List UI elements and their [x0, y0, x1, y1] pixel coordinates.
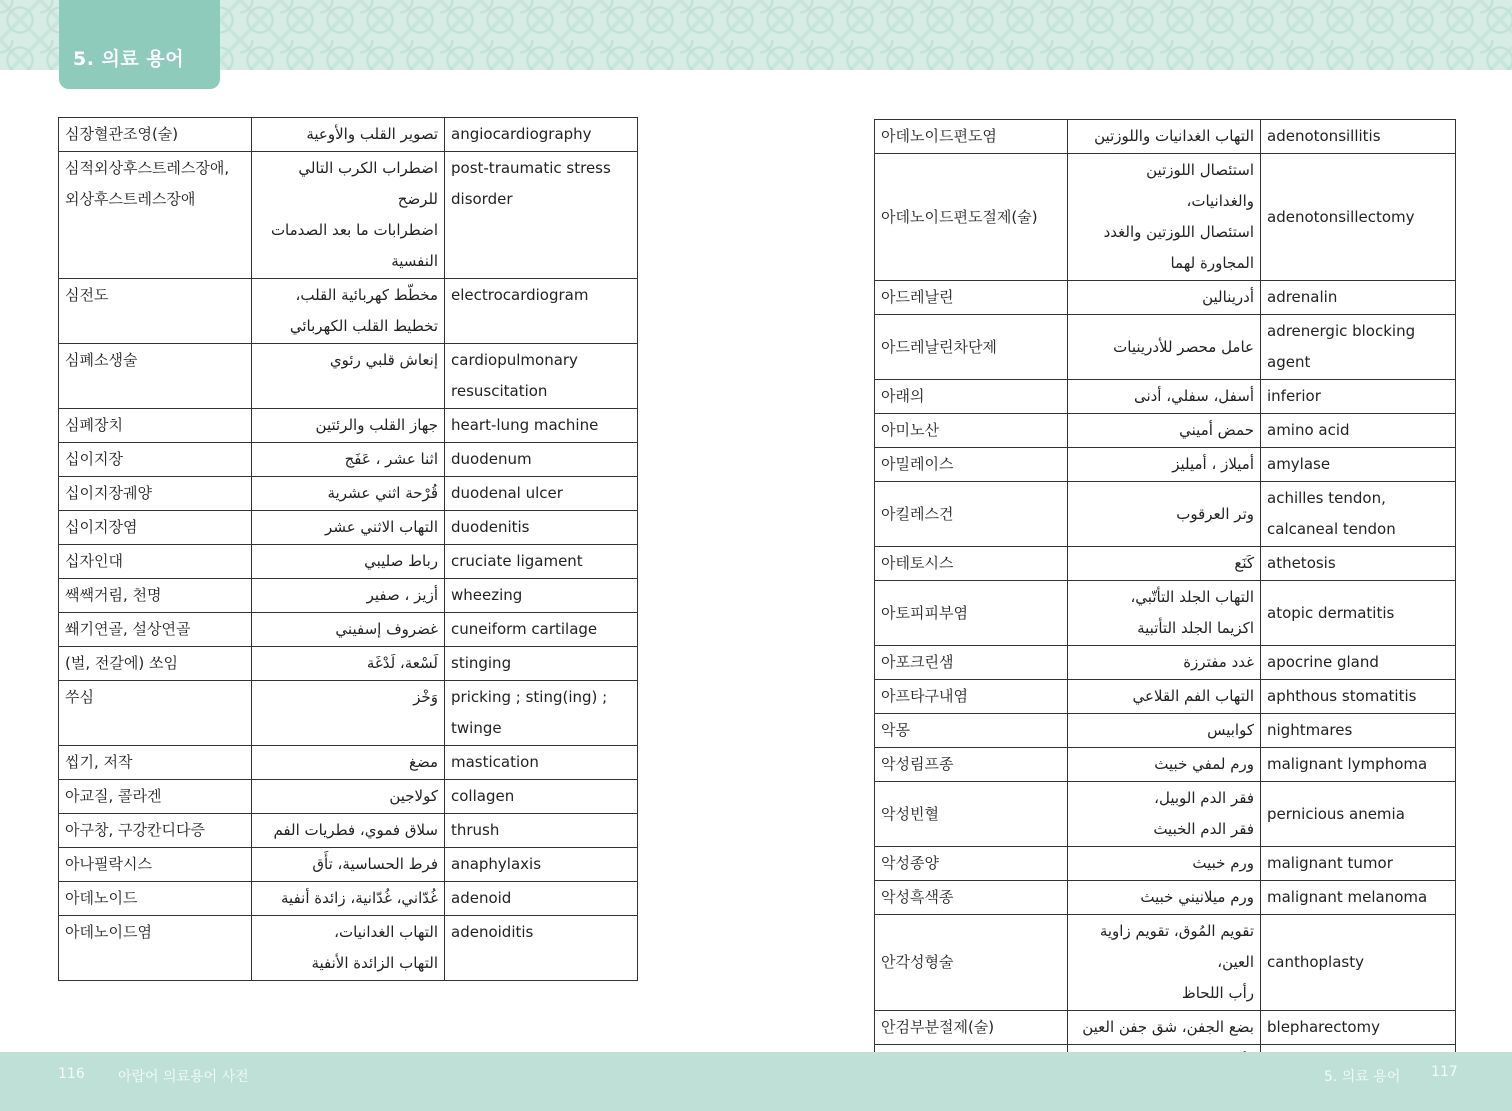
korean-term-line: 십이지장염	[65, 518, 138, 536]
english-term-line: blepharectomy	[1267, 1018, 1380, 1036]
arabic-term-line: التهاب الفم القلاعي	[1132, 687, 1254, 705]
term-row	[875, 748, 1456, 782]
arabic-term-line: التهاب الجلد التأتّبي،	[1130, 588, 1254, 606]
english-term-line: adrenalin	[1267, 288, 1338, 306]
english-term-line: adenotonsillitis	[1267, 127, 1381, 145]
english-term-cell	[1261, 646, 1456, 680]
term-row	[59, 443, 638, 477]
english-term-line: mastication	[451, 753, 539, 771]
term-row	[59, 118, 638, 152]
english-term-line: duodenitis	[451, 518, 530, 536]
korean-term-cell	[875, 581, 1068, 646]
korean-term-line: 쑤심	[65, 688, 94, 706]
english-term-cell	[1261, 154, 1456, 281]
english-term-line: duodenal ulcer	[451, 484, 563, 502]
korean-term-cell	[59, 579, 252, 613]
english-term-cell	[445, 279, 638, 344]
arabic-term-cell	[252, 279, 445, 344]
term-row	[875, 380, 1456, 414]
korean-term-cell	[875, 154, 1068, 281]
korean-term-cell	[59, 545, 252, 579]
arabic-term-cell	[1068, 120, 1261, 154]
korean-term-cell	[59, 279, 252, 344]
korean-term-cell	[875, 782, 1068, 847]
term-row	[59, 746, 638, 780]
term-row	[59, 814, 638, 848]
korean-term-cell	[59, 882, 252, 916]
korean-term-cell	[875, 547, 1068, 581]
english-term-cell	[1261, 847, 1456, 881]
arabic-term-line: تقويم المُوق، تقويم زاوية العين،	[1099, 922, 1254, 971]
term-row	[59, 511, 638, 545]
korean-term-cell	[59, 443, 252, 477]
korean-term-cell	[875, 646, 1068, 680]
term-row	[875, 881, 1456, 915]
arabic-term-cell	[252, 579, 445, 613]
right-terms-table	[874, 119, 1456, 1079]
korean-term-cell	[59, 511, 252, 545]
arabic-term-cell	[252, 882, 445, 916]
arabic-term-line: وَخْز	[413, 688, 438, 706]
term-row	[59, 882, 638, 916]
term-row	[875, 646, 1456, 680]
arabic-term-line: جهاز القلب والرئتين	[315, 416, 438, 434]
english-term-cell	[445, 613, 638, 647]
arabic-term-cell	[252, 681, 445, 746]
arabic-term-cell	[252, 780, 445, 814]
english-term-cell	[1261, 748, 1456, 782]
english-term-line: disorder	[451, 190, 513, 208]
english-term-cell	[445, 511, 638, 545]
term-row	[59, 780, 638, 814]
english-term-cell	[1261, 782, 1456, 847]
arabic-term-line: رباط صليبي	[364, 552, 438, 570]
arabic-term-cell	[252, 477, 445, 511]
arabic-term-cell	[1068, 1011, 1261, 1045]
arabic-term-cell	[1068, 380, 1261, 414]
korean-term-cell	[875, 482, 1068, 547]
english-term-line: canthoplasty	[1267, 953, 1364, 971]
english-term-line: nightmares	[1267, 721, 1353, 739]
chapter-tab	[59, 0, 220, 89]
korean-term-cell	[875, 915, 1068, 1011]
term-row	[875, 414, 1456, 448]
korean-term-cell	[875, 1011, 1068, 1045]
english-term-line: heart-lung machine	[451, 416, 599, 434]
arabic-term-line: غدد مفترزة	[1183, 653, 1254, 671]
arabic-term-cell	[1068, 680, 1261, 714]
english-term-cell	[445, 848, 638, 882]
korean-term-line: 악성흑색종	[881, 888, 954, 906]
term-row	[875, 782, 1456, 847]
arabic-term-line: اكزيما الجلد التأتبية	[1137, 619, 1254, 637]
korean-term-line: 십이지장	[65, 450, 123, 468]
korean-term-line: 안검부분절제(술)	[881, 1018, 995, 1036]
korean-term-line: 씹기, 저작	[65, 753, 133, 771]
left-page-number: 116	[58, 1066, 85, 1082]
term-row	[875, 315, 1456, 380]
arabic-term-line: مضغ	[408, 753, 438, 771]
term-row	[875, 680, 1456, 714]
english-term-cell	[1261, 380, 1456, 414]
term-row	[875, 154, 1456, 281]
korean-term-cell	[59, 814, 252, 848]
arabic-term-line: التهاب الغدانيات واللوزتين	[1094, 127, 1254, 145]
arabic-term-line: رأب اللحاظ	[1181, 984, 1254, 1002]
arabic-term-line: استئصال اللوزتين والغدانيات،	[1146, 161, 1254, 210]
header-pattern-band	[0, 0, 1512, 70]
english-term-line: malignant melanoma	[1267, 888, 1428, 906]
arabic-term-line: أزيز ، صفير	[366, 586, 438, 604]
english-term-cell	[1261, 915, 1456, 1011]
arabic-term-line: إنعاش قلبي رئوي	[329, 351, 438, 369]
english-term-line: adrenergic blocking	[1267, 322, 1416, 340]
arabic-term-cell	[252, 848, 445, 882]
arabic-term-cell	[1068, 315, 1261, 380]
english-term-cell	[1261, 281, 1456, 315]
arabic-term-line: تصوير القلب والأوعية	[306, 125, 438, 143]
english-term-cell	[1261, 448, 1456, 482]
term-row	[875, 915, 1456, 1011]
term-row	[59, 477, 638, 511]
term-row	[59, 545, 638, 579]
term-row	[875, 448, 1456, 482]
english-term-line: calcaneal tendon	[1267, 520, 1396, 538]
term-row	[59, 579, 638, 613]
term-row	[59, 848, 638, 882]
korean-term-cell	[875, 380, 1068, 414]
arabic-term-cell	[252, 344, 445, 409]
arabic-term-cell	[252, 647, 445, 681]
arabic-term-cell	[1068, 482, 1261, 547]
korean-term-line: 심전도	[65, 286, 109, 304]
arabic-term-cell	[1068, 782, 1261, 847]
english-term-line: inferior	[1267, 387, 1321, 405]
arabic-term-cell	[252, 152, 445, 279]
korean-term-cell	[875, 680, 1068, 714]
english-term-cell	[1261, 547, 1456, 581]
english-term-cell	[445, 477, 638, 511]
left-terms-table	[58, 117, 638, 981]
arabic-term-cell	[252, 409, 445, 443]
term-row	[875, 281, 1456, 315]
english-term-cell	[1261, 680, 1456, 714]
arabic-term-line: التهاب الزائدة الأنفية	[311, 954, 438, 972]
english-term-line: malignant lymphoma	[1267, 755, 1428, 773]
english-term-line: atopic dermatitis	[1267, 603, 1395, 622]
korean-term-line: 악성림프종	[881, 755, 954, 773]
arabic-term-cell	[1068, 748, 1261, 782]
korean-term-cell	[59, 746, 252, 780]
korean-term-line: 심장혈관조영(술)	[65, 125, 179, 143]
english-term-cell	[445, 780, 638, 814]
english-term-line: thrush	[451, 821, 500, 839]
korean-term-cell	[875, 714, 1068, 748]
korean-term-cell	[59, 477, 252, 511]
arabic-term-line: استئصال اللوزتين والغدد	[1103, 223, 1254, 241]
english-term-line: adenoiditis	[451, 923, 534, 941]
arabic-term-line: ورم ميلانيني خبيث	[1140, 888, 1254, 906]
korean-term-line: 십이지장궤양	[65, 484, 152, 502]
korean-term-cell	[59, 780, 252, 814]
korean-term-line: 아데노이드염	[65, 923, 152, 941]
korean-term-line: 아데노이드	[65, 889, 138, 907]
arabic-term-line: سلاق فموي، فطريات الفم	[273, 821, 438, 839]
arabic-term-line: اضطرابات ما بعد الصدمات	[270, 221, 438, 239]
english-term-line: angiocardiography	[451, 125, 592, 143]
arabic-term-cell	[1068, 547, 1261, 581]
english-term-line: cardiopulmonary	[451, 351, 578, 369]
arabic-term-cell	[252, 613, 445, 647]
term-row	[59, 681, 638, 746]
arabic-term-line: تخطيط القلب الكهربائي	[289, 317, 438, 335]
term-row	[875, 847, 1456, 881]
korean-term-line: 십자인대	[65, 552, 123, 570]
korean-term-line: 아데노이드편도절제(술)	[881, 207, 1038, 226]
korean-term-cell	[59, 344, 252, 409]
korean-term-line: 외상후스트레스장애	[65, 190, 196, 208]
english-term-cell	[445, 443, 638, 477]
arabic-term-cell	[1068, 646, 1261, 680]
english-term-cell	[1261, 714, 1456, 748]
english-term-cell	[1261, 881, 1456, 915]
arabic-term-line: كولاجين	[389, 787, 438, 805]
term-row	[875, 714, 1456, 748]
english-term-line: resuscitation	[451, 382, 548, 400]
arabic-term-line: وتر العرقوب	[1176, 504, 1254, 523]
arabic-term-cell	[1068, 915, 1261, 1011]
arabic-term-cell	[1068, 154, 1261, 281]
english-term-line: stinging	[451, 654, 512, 672]
arabic-term-line: اثنا عشر ، عَفَج	[344, 450, 438, 468]
korean-term-line: 아토피피부염	[881, 603, 968, 622]
arabic-term-cell	[252, 443, 445, 477]
korean-term-line: 악성빈혈	[881, 804, 939, 823]
korean-term-line: 쌕쌕거림, 천명	[65, 586, 162, 604]
korean-term-line: 심폐소생술	[65, 351, 138, 369]
arabic-term-line: كَنَع	[1234, 554, 1254, 572]
korean-term-cell	[875, 315, 1068, 380]
korean-term-line: 아구창, 구강칸디다증	[65, 821, 205, 839]
arabic-term-line: كوابيس	[1207, 721, 1254, 739]
english-term-cell	[445, 814, 638, 848]
english-term-line: twinge	[451, 719, 502, 737]
english-term-line: post-traumatic stress	[451, 159, 611, 177]
korean-term-line: 아드레날린	[881, 288, 954, 306]
korean-term-line: 아프타구내염	[881, 687, 968, 705]
korean-term-line: 아래의	[881, 387, 925, 405]
arabic-term-cell	[252, 511, 445, 545]
term-row	[59, 647, 638, 681]
arabic-term-line: مخطّط كهربائية القلب،	[295, 286, 438, 304]
english-term-cell	[1261, 482, 1456, 547]
korean-term-cell	[875, 448, 1068, 482]
arabic-term-cell	[252, 814, 445, 848]
english-term-line: achilles tendon,	[1267, 489, 1386, 507]
term-row	[875, 482, 1456, 547]
english-term-line: pernicious anemia	[1267, 804, 1405, 823]
arabic-term-line: ورم خبيث	[1192, 854, 1254, 872]
korean-term-cell	[875, 120, 1068, 154]
arabic-term-line: أدرينالين	[1202, 288, 1254, 306]
arabic-term-cell	[252, 545, 445, 579]
arabic-term-line: حمض أميني	[1179, 421, 1254, 439]
term-row	[875, 581, 1456, 646]
korean-term-line: 아밀레이스	[881, 455, 954, 473]
right-chapter-label: 5. 의료 용어	[1324, 1069, 1401, 1085]
korean-term-line: 아포크린샘	[881, 653, 954, 671]
arabic-term-cell	[252, 118, 445, 152]
right-page-number: 117	[1431, 1064, 1458, 1080]
arabic-term-line: أسفل، سفلي، أدنى	[1133, 387, 1254, 405]
english-term-cell	[1261, 581, 1456, 646]
english-term-line: cuneiform cartilage	[451, 620, 598, 638]
english-term-line: adenotonsillectomy	[1267, 207, 1415, 226]
korean-term-line: 아드레날린차단제	[881, 337, 997, 356]
english-term-line: aphthous stomatitis	[1267, 687, 1417, 705]
korean-term-line: 아테토시스	[881, 554, 954, 572]
korean-term-line: 아킬레스건	[881, 504, 954, 523]
arabic-term-line: اضطراب الكرب التالي للرضح	[298, 159, 438, 208]
english-term-line: cruciate ligament	[451, 552, 583, 570]
english-term-cell	[445, 746, 638, 780]
english-term-cell	[445, 545, 638, 579]
korean-term-cell	[59, 152, 252, 279]
arabic-term-cell	[1068, 714, 1261, 748]
arabic-term-line: التهاب الغدانيات،	[334, 923, 438, 941]
korean-term-line: 악몽	[881, 721, 910, 739]
arabic-term-line: أميلاز ، أميليز	[1172, 455, 1254, 473]
korean-term-line: 아데노이드편도염	[881, 127, 997, 145]
english-term-line: wheezing	[451, 586, 523, 604]
term-row	[59, 279, 638, 344]
korean-term-cell	[59, 681, 252, 746]
arabic-term-line: غُدّاني، غُدّانية، زائدة أنفية	[281, 889, 438, 907]
korean-term-line: 악성종양	[881, 854, 939, 872]
arabic-term-line: فقر الدم الخبيث	[1153, 820, 1254, 838]
korean-term-line: 아나필락시스	[65, 855, 152, 873]
english-term-cell	[445, 916, 638, 981]
english-term-line: amino acid	[1267, 421, 1350, 439]
korean-term-line: (벌, 전갈에) 쏘임	[65, 654, 178, 672]
english-term-line: anaphylaxis	[451, 855, 542, 873]
term-row	[875, 547, 1456, 581]
arabic-term-cell	[1068, 414, 1261, 448]
english-term-cell	[445, 118, 638, 152]
arabic-term-line: فرط الحساسية، تأَق	[312, 855, 438, 873]
korean-term-line: 쐐기연골, 설상연골	[65, 620, 191, 638]
korean-term-line: 안각성형술	[881, 953, 954, 971]
korean-term-line: 심적외상후스트레스장애,	[65, 159, 230, 177]
arabic-term-cell	[1068, 881, 1261, 915]
english-term-line: amylase	[1267, 455, 1331, 473]
korean-term-cell	[59, 613, 252, 647]
korean-term-cell	[875, 748, 1068, 782]
korean-term-cell	[875, 847, 1068, 881]
arabic-term-cell	[1068, 281, 1261, 315]
english-term-line: malignant tumor	[1267, 854, 1393, 872]
english-term-line: pricking ; sting(ing) ;	[451, 688, 608, 706]
korean-term-cell	[875, 414, 1068, 448]
term-row	[875, 1011, 1456, 1045]
arabic-term-line: ورم لمفي خبيث	[1154, 755, 1254, 773]
arabic-term-cell	[252, 746, 445, 780]
english-term-line: electrocardiogram	[451, 286, 589, 304]
korean-term-cell	[59, 916, 252, 981]
english-term-cell	[445, 409, 638, 443]
term-row	[59, 613, 638, 647]
korean-term-cell	[875, 281, 1068, 315]
arabic-term-line: عامل محصر للأدرينيات	[1113, 337, 1254, 356]
english-term-cell	[1261, 1011, 1456, 1045]
korean-term-cell	[59, 409, 252, 443]
korean-term-line: 심폐장치	[65, 416, 123, 434]
arabic-term-cell	[1068, 581, 1261, 646]
english-term-cell	[445, 681, 638, 746]
english-term-cell	[445, 579, 638, 613]
english-term-line: athetosis	[1267, 554, 1336, 572]
korean-term-line: 아교질, 콜라겐	[65, 787, 162, 805]
english-term-line: agent	[1267, 353, 1311, 371]
term-row	[59, 409, 638, 443]
korean-term-cell	[875, 881, 1068, 915]
left-book-title: 아랍어 의료용어 사전	[118, 1069, 249, 1085]
english-term-line: apocrine gland	[1267, 653, 1379, 671]
korean-term-cell	[59, 848, 252, 882]
english-term-cell	[445, 344, 638, 409]
arabic-term-line: المجاورة لهما	[1170, 254, 1254, 272]
arabic-term-line: التهاب الاثني عشر	[325, 518, 438, 536]
term-row	[59, 152, 638, 279]
arabic-term-cell	[252, 916, 445, 981]
english-term-line: duodenum	[451, 450, 532, 468]
english-term-cell	[1261, 120, 1456, 154]
english-term-line: collagen	[451, 787, 515, 805]
korean-term-line: 아미노산	[881, 421, 939, 439]
arabic-term-cell	[1068, 847, 1261, 881]
term-row	[875, 120, 1456, 154]
arabic-term-line: لَسْعة، لَدْغَة	[366, 654, 438, 672]
arabic-term-line: النفسية	[391, 252, 438, 270]
korean-term-cell	[59, 647, 252, 681]
arabic-term-line: فقر الدم الوبيل،	[1154, 789, 1254, 807]
term-row	[59, 916, 638, 981]
arabic-term-cell	[1068, 448, 1261, 482]
english-term-cell	[1261, 414, 1456, 448]
english-term-cell	[445, 882, 638, 916]
english-term-cell	[445, 152, 638, 279]
english-term-line: adenoid	[451, 889, 512, 907]
arabic-term-line: غضروف إسفيني	[335, 620, 438, 638]
arabic-term-line: قُرْحة اثني عشرية	[327, 484, 438, 502]
term-row	[59, 344, 638, 409]
arabic-term-line: بضع الجفن، شق جفن العين	[1082, 1018, 1254, 1036]
korean-term-cell	[59, 118, 252, 152]
english-term-cell	[445, 647, 638, 681]
english-term-cell	[1261, 315, 1456, 380]
chapter-label: 5. 의료 용어	[73, 48, 185, 70]
